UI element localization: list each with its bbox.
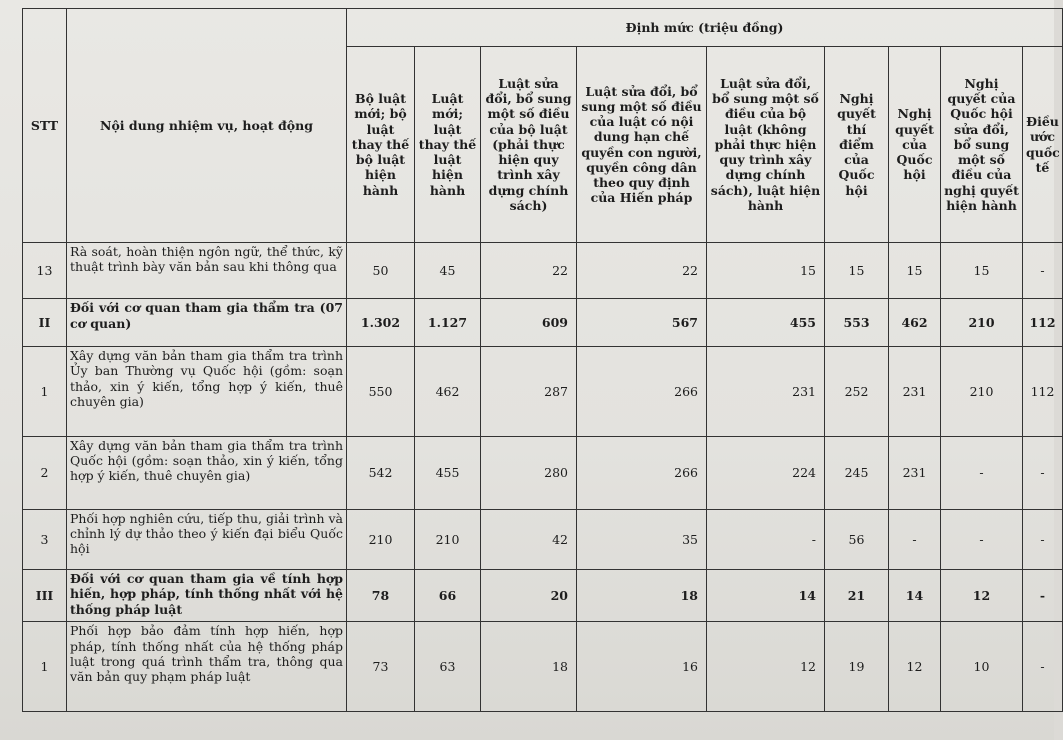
row-value: 542 — [347, 436, 415, 509]
header-column: Nghị quyết của Quốc hội sửa đổi, bổ sung một số điều của nghị quyết hiện hành — [941, 47, 1023, 243]
row-value: 210 — [941, 299, 1023, 347]
header-content: Nội dung nhiệm vụ, hoạt động — [67, 9, 347, 243]
row-value: - — [889, 509, 941, 569]
table-row — [23, 347, 1063, 437]
row-value: 56 — [825, 509, 889, 569]
row-value: - — [1023, 570, 1063, 622]
row-value: - — [1023, 243, 1063, 299]
row-value: 252 — [825, 347, 889, 437]
header-column: Điều ước quốc tế — [1023, 47, 1063, 243]
row-value: 231 — [889, 347, 941, 437]
row-value: 266 — [577, 347, 707, 437]
row-value: 15 — [941, 243, 1023, 299]
row-value: - — [1023, 509, 1063, 569]
row-value: 16 — [577, 622, 707, 712]
row-value: 12 — [707, 622, 825, 712]
table-row — [23, 243, 1063, 299]
row-value: 19 — [825, 622, 889, 712]
row-content: Phối hợp nghiên cứu, tiếp thu, giải trình và chỉnh lý dự thảo theo ý kiến đại biểu Quốc hội — [67, 509, 347, 569]
header-column: Luật sửa đổi, bổ sung một số điều của bộ luật (không phải thực hiện quy trình xây dựng chính sách), luật hiện hành — [707, 47, 825, 243]
row-value: 12 — [889, 622, 941, 712]
row-value: 66 — [415, 570, 481, 622]
row-value: - — [1023, 436, 1063, 509]
row-value: 210 — [941, 347, 1023, 437]
row-value: - — [941, 509, 1023, 569]
row-value: 266 — [577, 436, 707, 509]
row-value: 231 — [889, 436, 941, 509]
row-value: 609 — [481, 299, 577, 347]
row-value: - — [1023, 622, 1063, 712]
row-value: 21 — [825, 570, 889, 622]
row-value: 14 — [889, 570, 941, 622]
table-row — [23, 299, 1063, 347]
row-value: 567 — [577, 299, 707, 347]
row-value: 455 — [415, 436, 481, 509]
row-value: 22 — [577, 243, 707, 299]
row-value: 553 — [825, 299, 889, 347]
row-value: 1.127 — [415, 299, 481, 347]
row-value: 73 — [347, 622, 415, 712]
row-value: - — [941, 436, 1023, 509]
header-column: Luật sửa đổi, bổ sung một số điều của luật có nội dung hạn chế quyền con người, quyền công dân theo quy định của Hiến pháp — [577, 47, 707, 243]
row-stt: 1 — [23, 622, 67, 712]
row-value: 78 — [347, 570, 415, 622]
row-stt: III — [23, 570, 67, 622]
row-value: 1.302 — [347, 299, 415, 347]
row-content: Xây dựng văn bản tham gia thẩm tra trình Quốc hội (gồm: soạn thảo, xin ý kiến, tổng hợp ý kiến, thuê chuyên gia) — [67, 436, 347, 509]
row-value: 245 — [825, 436, 889, 509]
row-value: 35 — [577, 509, 707, 569]
row-value: - — [707, 509, 825, 569]
row-value: 15 — [707, 243, 825, 299]
row-value: 63 — [415, 622, 481, 712]
row-value: 22 — [481, 243, 577, 299]
row-value: 45 — [415, 243, 481, 299]
row-value: 112 — [1023, 347, 1063, 437]
row-value: 18 — [481, 622, 577, 712]
header-column: Bộ luật mới; bộ luật thay thế bộ luật hiện hành — [347, 47, 415, 243]
row-value: 12 — [941, 570, 1023, 622]
table-row — [23, 436, 1063, 509]
row-value: 550 — [347, 347, 415, 437]
row-content: Đối với cơ quan tham gia thẩm tra (07 cơ quan) — [67, 299, 347, 347]
row-value: 42 — [481, 509, 577, 569]
row-value: 462 — [889, 299, 941, 347]
row-value: 210 — [347, 509, 415, 569]
row-value: 287 — [481, 347, 577, 437]
table-row — [23, 570, 1063, 622]
row-value: 280 — [481, 436, 577, 509]
row-stt: 3 — [23, 509, 67, 569]
header-stt: STT — [23, 9, 67, 243]
row-value: 50 — [347, 243, 415, 299]
row-value: 18 — [577, 570, 707, 622]
table-row — [23, 622, 1063, 712]
row-value: 10 — [941, 622, 1023, 712]
row-value: 462 — [415, 347, 481, 437]
header-norm-group: Định mức (triệu đồng) — [347, 9, 1063, 47]
table-row — [23, 509, 1063, 569]
row-stt: 2 — [23, 436, 67, 509]
row-value: 112 — [1023, 299, 1063, 347]
row-value: 455 — [707, 299, 825, 347]
row-value: 15 — [889, 243, 941, 299]
header-column: Luật mới; luật thay thế luật hiện hành — [415, 47, 481, 243]
row-value: 14 — [707, 570, 825, 622]
table-body — [23, 243, 1063, 712]
row-value: 15 — [825, 243, 889, 299]
row-content: Rà soát, hoàn thiện ngôn ngữ, thể thức, kỹ thuật trình bày văn bản sau khi thông qua — [67, 243, 347, 299]
row-stt: 1 — [23, 347, 67, 437]
row-value: 210 — [415, 509, 481, 569]
row-value: 224 — [707, 436, 825, 509]
row-value: 20 — [481, 570, 577, 622]
norm-table — [22, 8, 1063, 712]
header-column: Nghị quyết thí điểm của Quốc hội — [825, 47, 889, 243]
row-content: Xây dựng văn bản tham gia thẩm tra trình Ủy ban Thường vụ Quốc hội (gồm: soạn thảo, xin ý kiến, tổng hợp ý kiến, thuê chuyên gia) — [67, 347, 347, 437]
row-content: Phối hợp bảo đảm tính hợp hiến, hợp pháp, tính thống nhất của hệ thống pháp luật trong quá trình thẩm tra, thông qua văn bản quy phạm pháp luật — [67, 622, 347, 712]
row-content: Đối với cơ quan tham gia về tính hợp hiến, hợp pháp, tính thống nhất với hệ thống pháp luật — [67, 570, 347, 622]
row-stt: 13 — [23, 243, 67, 299]
header-column: Luật sửa đổi, bổ sung một số điều của bộ luật (phải thực hiện quy trình xây dựng chính sách) — [481, 47, 577, 243]
row-stt: II — [23, 299, 67, 347]
header-column: Nghị quyết của Quốc hội — [889, 47, 941, 243]
row-value: 231 — [707, 347, 825, 437]
